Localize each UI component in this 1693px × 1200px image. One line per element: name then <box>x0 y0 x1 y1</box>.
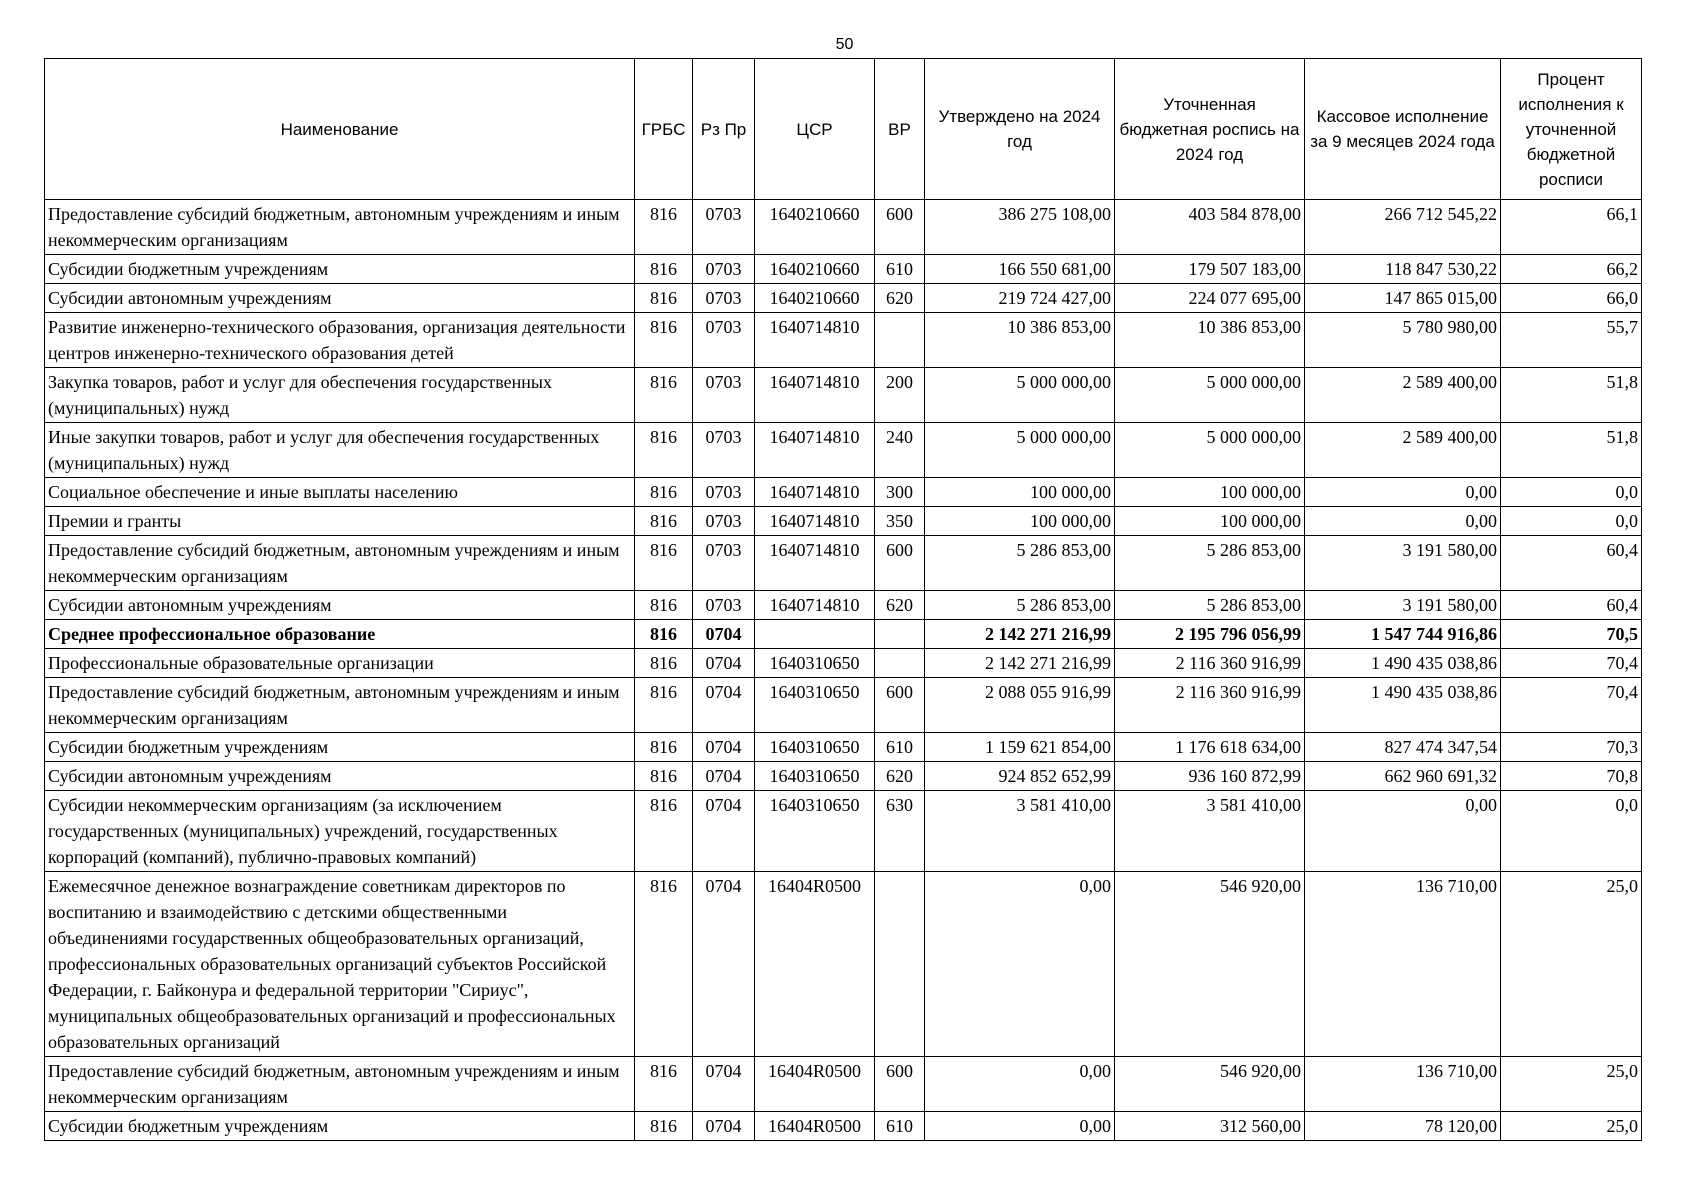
cell-rzpr: 0704 <box>693 678 755 733</box>
cell-rzpr: 0704 <box>693 733 755 762</box>
header-cash: Кассовое исполнение за 9 месяцев 2024 года <box>1305 59 1501 200</box>
cell-cash: 118 847 530,22 <box>1305 255 1501 284</box>
cell-refined: 179 507 183,00 <box>1115 255 1305 284</box>
cell-grbs: 816 <box>635 255 693 284</box>
cell-vr: 600 <box>875 200 925 255</box>
cell-refined: 1 176 618 634,00 <box>1115 733 1305 762</box>
cell-name: Предоставление субсидий бюджетным, автономным учреждениям и иным некоммерческим организациям <box>45 1057 635 1112</box>
cell-vr: 630 <box>875 791 925 872</box>
cell-grbs: 816 <box>635 872 693 1057</box>
cell-refined: 5 000 000,00 <box>1115 423 1305 478</box>
cell-name: Субсидии автономным учреждениям <box>45 284 635 313</box>
table-row <box>45 284 1642 313</box>
cell-grbs: 816 <box>635 678 693 733</box>
cell-name: Социальное обеспечение и иные выплаты населению <box>45 478 635 507</box>
cell-cash: 662 960 691,32 <box>1305 762 1501 791</box>
cell-percent: 25,0 <box>1501 1057 1642 1112</box>
cell-vr: 600 <box>875 678 925 733</box>
cell-csr: 1640310650 <box>755 733 875 762</box>
cell-vr: 620 <box>875 284 925 313</box>
cell-grbs: 816 <box>635 284 693 313</box>
cell-percent: 70,4 <box>1501 678 1642 733</box>
cell-cash: 0,00 <box>1305 507 1501 536</box>
cell-csr <box>755 620 875 649</box>
cell-approved: 2 142 271 216,99 <box>925 649 1115 678</box>
cell-cash: 3 191 580,00 <box>1305 536 1501 591</box>
cell-rzpr: 0703 <box>693 536 755 591</box>
cell-vr: 200 <box>875 368 925 423</box>
header-percent: Процент исполнения к уточненной бюджетной росписи <box>1501 59 1642 200</box>
cell-rzpr: 0703 <box>693 284 755 313</box>
cell-approved: 0,00 <box>925 872 1115 1057</box>
header-name: Наименование <box>45 59 635 200</box>
cell-grbs: 816 <box>635 368 693 423</box>
cell-cash: 3 191 580,00 <box>1305 591 1501 620</box>
cell-percent: 0,0 <box>1501 507 1642 536</box>
cell-grbs: 816 <box>635 591 693 620</box>
cell-percent: 51,8 <box>1501 368 1642 423</box>
table-row <box>45 649 1642 678</box>
cell-name: Субсидии бюджетным учреждениям <box>45 255 635 284</box>
cell-vr <box>875 872 925 1057</box>
cell-csr: 1640714810 <box>755 423 875 478</box>
table-row <box>45 255 1642 284</box>
table-row <box>45 1112 1642 1141</box>
cell-csr: 1640714810 <box>755 591 875 620</box>
cell-cash: 0,00 <box>1305 478 1501 507</box>
table-row <box>45 1057 1642 1112</box>
cell-cash: 147 865 015,00 <box>1305 284 1501 313</box>
cell-vr: 600 <box>875 536 925 591</box>
cell-vr: 620 <box>875 762 925 791</box>
cell-percent: 25,0 <box>1501 1112 1642 1141</box>
table-row <box>45 620 1642 649</box>
cell-refined: 3 581 410,00 <box>1115 791 1305 872</box>
header-refined: Уточненная бюджетная роспись на 2024 год <box>1115 59 1305 200</box>
table-row <box>45 762 1642 791</box>
cell-approved: 5 000 000,00 <box>925 423 1115 478</box>
cell-grbs: 816 <box>635 733 693 762</box>
cell-csr: 1640210660 <box>755 255 875 284</box>
table-row <box>45 791 1642 872</box>
cell-grbs: 816 <box>635 507 693 536</box>
cell-vr: 600 <box>875 1057 925 1112</box>
cell-refined: 546 920,00 <box>1115 872 1305 1057</box>
table-row <box>45 733 1642 762</box>
cell-cash: 827 474 347,54 <box>1305 733 1501 762</box>
cell-approved: 0,00 <box>925 1057 1115 1112</box>
cell-rzpr: 0704 <box>693 1112 755 1141</box>
cell-approved: 1 159 621 854,00 <box>925 733 1115 762</box>
cell-csr: 1640310650 <box>755 762 875 791</box>
cell-csr: 1640310650 <box>755 678 875 733</box>
cell-vr <box>875 313 925 368</box>
cell-grbs: 816 <box>635 620 693 649</box>
cell-vr <box>875 620 925 649</box>
cell-approved: 5 000 000,00 <box>925 368 1115 423</box>
cell-csr: 1640310650 <box>755 649 875 678</box>
cell-percent: 51,8 <box>1501 423 1642 478</box>
cell-vr: 620 <box>875 591 925 620</box>
cell-name: Закупка товаров, работ и услуг для обеспечения государственных (муниципальных) нужд <box>45 368 635 423</box>
cell-approved: 924 852 652,99 <box>925 762 1115 791</box>
cell-cash: 0,00 <box>1305 791 1501 872</box>
cell-refined: 5 000 000,00 <box>1115 368 1305 423</box>
cell-approved: 10 386 853,00 <box>925 313 1115 368</box>
cell-csr: 1640714810 <box>755 478 875 507</box>
cell-cash: 1 490 435 038,86 <box>1305 649 1501 678</box>
cell-refined: 224 077 695,00 <box>1115 284 1305 313</box>
cell-approved: 2 142 271 216,99 <box>925 620 1115 649</box>
cell-rzpr: 0703 <box>693 200 755 255</box>
cell-refined: 546 920,00 <box>1115 1057 1305 1112</box>
cell-percent: 66,0 <box>1501 284 1642 313</box>
cell-cash: 266 712 545,22 <box>1305 200 1501 255</box>
cell-grbs: 816 <box>635 649 693 678</box>
cell-rzpr: 0703 <box>693 255 755 284</box>
cell-name: Среднее профессиональное образование <box>45 620 635 649</box>
cell-csr: 1640210660 <box>755 200 875 255</box>
cell-percent: 0,0 <box>1501 791 1642 872</box>
header-vr: ВР <box>875 59 925 200</box>
header-rzpr: Рз Пр <box>693 59 755 200</box>
table-row <box>45 368 1642 423</box>
cell-name: Субсидии бюджетным учреждениям <box>45 733 635 762</box>
cell-name: Субсидии автономным учреждениям <box>45 591 635 620</box>
cell-percent: 60,4 <box>1501 536 1642 591</box>
cell-vr: 610 <box>875 1112 925 1141</box>
cell-name: Предоставление субсидий бюджетным, автономным учреждениям и иным некоммерческим организациям <box>45 678 635 733</box>
cell-refined: 5 286 853,00 <box>1115 591 1305 620</box>
cell-name: Развитие инженерно-технического образования, организация деятельности центров инженерно-технического образования детей <box>45 313 635 368</box>
page-number: 50 <box>835 36 854 53</box>
cell-approved: 386 275 108,00 <box>925 200 1115 255</box>
cell-rzpr: 0704 <box>693 620 755 649</box>
cell-grbs: 816 <box>635 200 693 255</box>
cell-rzpr: 0704 <box>693 1057 755 1112</box>
cell-rzpr: 0704 <box>693 762 755 791</box>
cell-csr: 1640210660 <box>755 284 875 313</box>
cell-percent: 0,0 <box>1501 478 1642 507</box>
table-row <box>45 200 1642 255</box>
budget-table <box>44 58 1642 1141</box>
cell-grbs: 816 <box>635 313 693 368</box>
cell-csr: 1640714810 <box>755 536 875 591</box>
table-row <box>45 313 1642 368</box>
cell-cash: 1 547 744 916,86 <box>1305 620 1501 649</box>
cell-grbs: 816 <box>635 791 693 872</box>
cell-percent: 25,0 <box>1501 872 1642 1057</box>
cell-name: Субсидии некоммерческим организациям (за исключением государственных (муниципальных) учреждений, государственных корпораций (компаний), публично-правовых компаний) <box>45 791 635 872</box>
cell-refined: 312 560,00 <box>1115 1112 1305 1141</box>
cell-vr <box>875 649 925 678</box>
cell-cash: 136 710,00 <box>1305 872 1501 1057</box>
cell-vr: 350 <box>875 507 925 536</box>
cell-csr: 16404R0500 <box>755 1057 875 1112</box>
cell-name: Премии и гранты <box>45 507 635 536</box>
header-grbs: ГРБС <box>635 59 693 200</box>
table-row <box>45 478 1642 507</box>
cell-grbs: 816 <box>635 762 693 791</box>
cell-csr: 16404R0500 <box>755 872 875 1057</box>
cell-name: Профессиональные образовательные организации <box>45 649 635 678</box>
header-approved: Утверждено на 2024 год <box>925 59 1115 200</box>
cell-refined: 100 000,00 <box>1115 478 1305 507</box>
cell-csr: 16404R0500 <box>755 1112 875 1141</box>
cell-refined: 936 160 872,99 <box>1115 762 1305 791</box>
cell-grbs: 816 <box>635 536 693 591</box>
cell-cash: 2 589 400,00 <box>1305 368 1501 423</box>
cell-refined: 2 116 360 916,99 <box>1115 678 1305 733</box>
cell-rzpr: 0703 <box>693 478 755 507</box>
cell-vr: 610 <box>875 255 925 284</box>
cell-name: Субсидии автономным учреждениям <box>45 762 635 791</box>
cell-approved: 100 000,00 <box>925 478 1115 507</box>
cell-cash: 1 490 435 038,86 <box>1305 678 1501 733</box>
cell-name: Предоставление субсидий бюджетным, автономным учреждениям и иным некоммерческим организациям <box>45 200 635 255</box>
cell-approved: 166 550 681,00 <box>925 255 1115 284</box>
cell-grbs: 816 <box>635 423 693 478</box>
cell-csr: 1640310650 <box>755 791 875 872</box>
cell-refined: 5 286 853,00 <box>1115 536 1305 591</box>
cell-rzpr: 0703 <box>693 368 755 423</box>
cell-refined: 2 195 796 056,99 <box>1115 620 1305 649</box>
cell-approved: 5 286 853,00 <box>925 536 1115 591</box>
table-body <box>45 200 1642 1141</box>
cell-percent: 60,4 <box>1501 591 1642 620</box>
cell-grbs: 816 <box>635 1057 693 1112</box>
cell-rzpr: 0703 <box>693 507 755 536</box>
table-row <box>45 536 1642 591</box>
header-row <box>45 59 1642 200</box>
cell-refined: 403 584 878,00 <box>1115 200 1305 255</box>
cell-vr: 610 <box>875 733 925 762</box>
cell-approved: 219 724 427,00 <box>925 284 1115 313</box>
cell-cash: 78 120,00 <box>1305 1112 1501 1141</box>
cell-rzpr: 0703 <box>693 423 755 478</box>
cell-csr: 1640714810 <box>755 313 875 368</box>
cell-rzpr: 0704 <box>693 649 755 678</box>
cell-percent: 55,7 <box>1501 313 1642 368</box>
cell-refined: 2 116 360 916,99 <box>1115 649 1305 678</box>
cell-cash: 2 589 400,00 <box>1305 423 1501 478</box>
cell-cash: 5 780 980,00 <box>1305 313 1501 368</box>
cell-name: Ежемесячное денежное вознаграждение советникам директоров по воспитанию и взаимодействию с детскими общественными объединениями государственных общеобразовательных организаций, профессиональных образовательных организаций субъектов Российской Федерации, г. Байконура и федеральной территории "Сириус", муниципальных общеобразовательных организаций и профессиональных образовательных организаций <box>45 872 635 1057</box>
table-row <box>45 872 1642 1057</box>
cell-percent: 66,1 <box>1501 200 1642 255</box>
table-row <box>45 423 1642 478</box>
cell-rzpr: 0704 <box>693 872 755 1057</box>
cell-refined: 10 386 853,00 <box>1115 313 1305 368</box>
cell-approved: 100 000,00 <box>925 507 1115 536</box>
cell-name: Субсидии бюджетным учреждениям <box>45 1112 635 1141</box>
cell-percent: 70,8 <box>1501 762 1642 791</box>
cell-percent: 70,5 <box>1501 620 1642 649</box>
cell-percent: 70,4 <box>1501 649 1642 678</box>
cell-approved: 5 286 853,00 <box>925 591 1115 620</box>
cell-grbs: 816 <box>635 1112 693 1141</box>
cell-grbs: 816 <box>635 478 693 507</box>
cell-approved: 3 581 410,00 <box>925 791 1115 872</box>
cell-percent: 66,2 <box>1501 255 1642 284</box>
table-row <box>45 678 1642 733</box>
cell-name: Предоставление субсидий бюджетным, автономным учреждениям и иным некоммерческим организациям <box>45 536 635 591</box>
cell-approved: 2 088 055 916,99 <box>925 678 1115 733</box>
cell-csr: 1640714810 <box>755 368 875 423</box>
header-csr: ЦСР <box>755 59 875 200</box>
cell-rzpr: 0703 <box>693 313 755 368</box>
cell-vr: 300 <box>875 478 925 507</box>
cell-approved: 0,00 <box>925 1112 1115 1141</box>
table-row <box>45 591 1642 620</box>
cell-csr: 1640714810 <box>755 507 875 536</box>
cell-name: Иные закупки товаров, работ и услуг для обеспечения государственных (муниципальных) нужд <box>45 423 635 478</box>
cell-cash: 136 710,00 <box>1305 1057 1501 1112</box>
cell-percent: 70,3 <box>1501 733 1642 762</box>
table-row <box>45 507 1642 536</box>
cell-refined: 100 000,00 <box>1115 507 1305 536</box>
cell-rzpr: 0704 <box>693 791 755 872</box>
cell-rzpr: 0703 <box>693 591 755 620</box>
cell-vr: 240 <box>875 423 925 478</box>
